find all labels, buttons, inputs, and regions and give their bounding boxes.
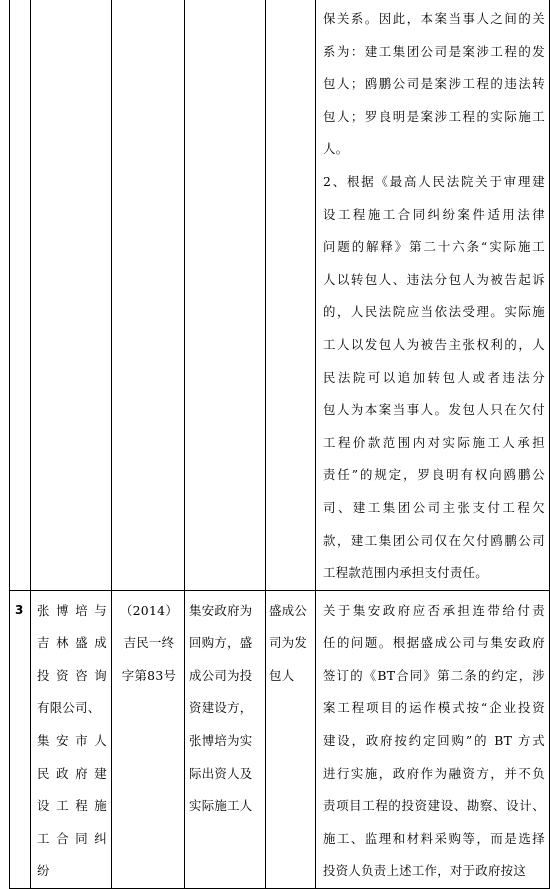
text-line: 包人为本案当事人。发包人只在欠付 (323, 402, 545, 418)
text-line: 纷 (37, 863, 50, 879)
text-line: 2、根据《最高人民法院关于审理建 (323, 173, 545, 189)
party-role-cell (266, 0, 316, 590)
text-line: （2014） (119, 602, 179, 618)
text-line: 实际施工人 (189, 798, 253, 814)
case-number-index-cell (10, 590, 31, 888)
table-row (10, 590, 550, 888)
text-line: 民法院可以追加转包人或者违法分 (323, 369, 545, 385)
case-facts-cell (185, 0, 266, 590)
text-line: 设工程施 (37, 798, 107, 814)
text-line: 张博培为实 (189, 733, 253, 749)
text-line: 民政府建 (37, 765, 107, 781)
text-line: 建设，政府按约定回购”的 BT 方式 (323, 733, 545, 749)
text-line: 吉林盛成 (37, 635, 107, 651)
text-line: 人以转包人、违法分包人为被告起诉 (323, 271, 545, 287)
case-name-cell (31, 0, 112, 590)
text-line: 包人；鸥鹏公司是案涉工程的违法转 (323, 76, 545, 92)
case-number-index-cell (10, 0, 31, 590)
text-line: 包人；罗良明是案涉工程的实际施工 (323, 108, 545, 124)
text-line: 吉民一终 (123, 635, 175, 651)
text-line: 工程价款范围内对实际施工人承担 (323, 434, 545, 450)
text-line: 款，建工集团公司仅在欠付鸥鹏公司 (323, 532, 545, 548)
text-line: 人。 (323, 141, 349, 157)
text-line: 进行实施，政府作为融资方，并不负 (323, 765, 545, 781)
text-line: 投资人负责上述工作，对于政府按这 (323, 863, 527, 879)
text-line: 设工程施工合同纠纷案件适用法律 (323, 206, 545, 222)
text-line: 的，人民法院应当依法受理。实际施 (323, 304, 545, 320)
court-opinion-cell (316, 0, 550, 590)
case-name-cell (31, 590, 112, 888)
text-line: 工合同纠 (37, 830, 107, 846)
row-number: 3 (15, 602, 24, 617)
party-role-cell (266, 590, 316, 888)
text-line: 成公司为投 (189, 667, 253, 683)
text-line: 包人 (269, 667, 295, 683)
text-line: 案工程项目的运作模式按“企业投资 (323, 700, 545, 716)
text-line: 工程款范围内承担支付责任。 (323, 565, 488, 581)
text-line: 问题的解释》第二十六条“实际施工 (323, 239, 545, 255)
text-line: 签订的《BT合同》第二条的约定，涉 (323, 667, 545, 683)
text-line: 施工、监理和材料采购等，而是选择 (323, 830, 545, 846)
text-line: 系为：建工集团公司是案涉工程的发 (323, 43, 545, 59)
text-line: 集安市人 (37, 733, 107, 749)
case-docket-cell (112, 0, 185, 590)
case-table (9, 0, 550, 889)
court-opinion-cell (316, 590, 550, 888)
text-line: 际出资人及 (189, 765, 253, 781)
text-line: 保关系。因此，本案当事人之间的关 (323, 11, 545, 26)
case-facts-cell (185, 590, 266, 888)
text-line: 字第83号 (121, 667, 177, 683)
text-line: 任的问题。根据盛成公司与集安政府 (323, 635, 545, 651)
text-line: 司为发 (269, 635, 308, 651)
table-row (10, 0, 550, 590)
text-line: 司、建工集团公司主张支付工程欠 (323, 499, 545, 515)
case-docket-cell (112, 590, 185, 888)
text-line: 回购方，盛 (189, 635, 253, 651)
text-line: 资建设方， (189, 700, 253, 716)
text-line: 有限公司、 (37, 700, 101, 716)
text-line: 关于集安政府应否承担连带给付责 (323, 602, 545, 618)
text-line: 张博培与 (37, 602, 107, 618)
text-line: 投资咨询 (37, 667, 107, 683)
text-line: 工人以发包人为被告主张权利的，人 (323, 336, 545, 352)
text-line: 责任”的规定，罗良明有权向鸥鹏公 (323, 467, 545, 483)
text-line: 集安政府为 (189, 602, 253, 618)
text-line: 责项目工程的投资建设、勘察、设计、 (323, 798, 545, 814)
text-line: 盛成公 (269, 602, 308, 618)
